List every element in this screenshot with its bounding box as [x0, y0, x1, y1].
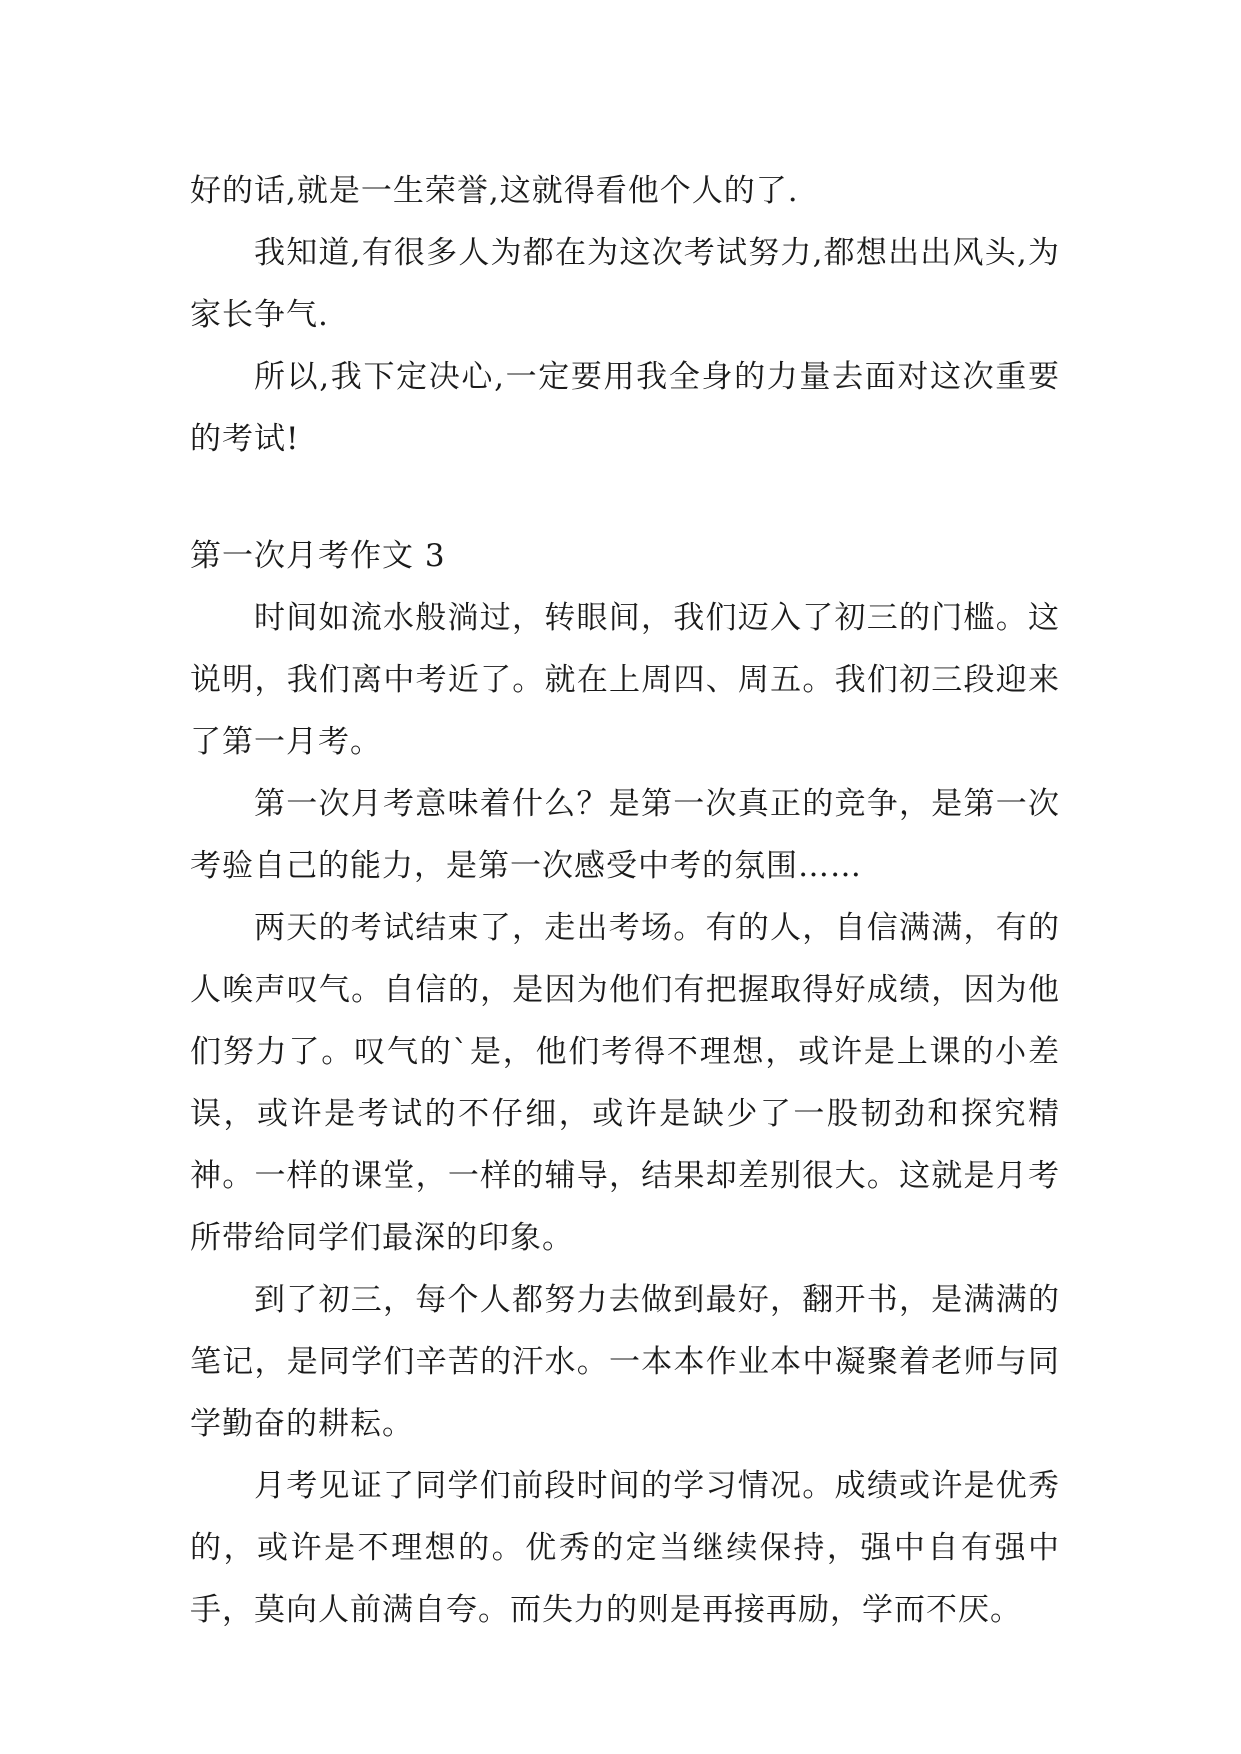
- document-page: [190, 160, 1060, 1641]
- paragraph: 时间如流水般淌过，转眼间，我们迈入了初三的门槛。这说明，我们离中考近了。就在上周四、周五。我们初三段迎来了第一月考。: [190, 600, 1060, 760]
- paragraph: 两天的考试结束了，走出考场。有的人，自信满满，有的人唉声叹气。自信的，是因为他们有把握取得好成绩，因为他们努力了。叹气的`是，他们考得不理想，或许是上课的小差误，或许是考试的不仔细，或许是缺少了一股韧劲和探究精神。一样的课堂，一样的辅导，结果却差别很大。这就是月考所带给同学们最深的印象。: [190, 910, 1060, 1256]
- paragraph: 到了初三，每个人都努力去做到最好，翻开书，是满满的笔记，是同学们辛苦的汗水。一本本作业本中凝聚着老师与同学勤奋的耕耘。: [190, 1282, 1060, 1442]
- paragraph: 我知道,有很多人为都在为这次考试努力,都想出出风头,为家长争气.: [190, 235, 1060, 333]
- paragraph: 好的话,就是一生荣誉,这就得看他个人的了.: [190, 173, 799, 209]
- paragraph: 所以,我下定决心,一定要用我全身的力量去面对这次重要的考试!: [190, 359, 1060, 457]
- paragraph: 月考见证了同学们前段时间的学习情况。成绩或许是优秀的，或许是不理想的。优秀的定当继续保持，强中自有强中手，莫向人前满自夸。而失力的则是再接再励，学而不厌。: [190, 1468, 1060, 1628]
- section-title: 第一次月考作文 3: [190, 538, 446, 574]
- paragraph: 第一次月考意味着什么？是第一次真正的竞争，是第一次考验自己的能力，是第一次感受中考的氛围……: [190, 786, 1060, 884]
